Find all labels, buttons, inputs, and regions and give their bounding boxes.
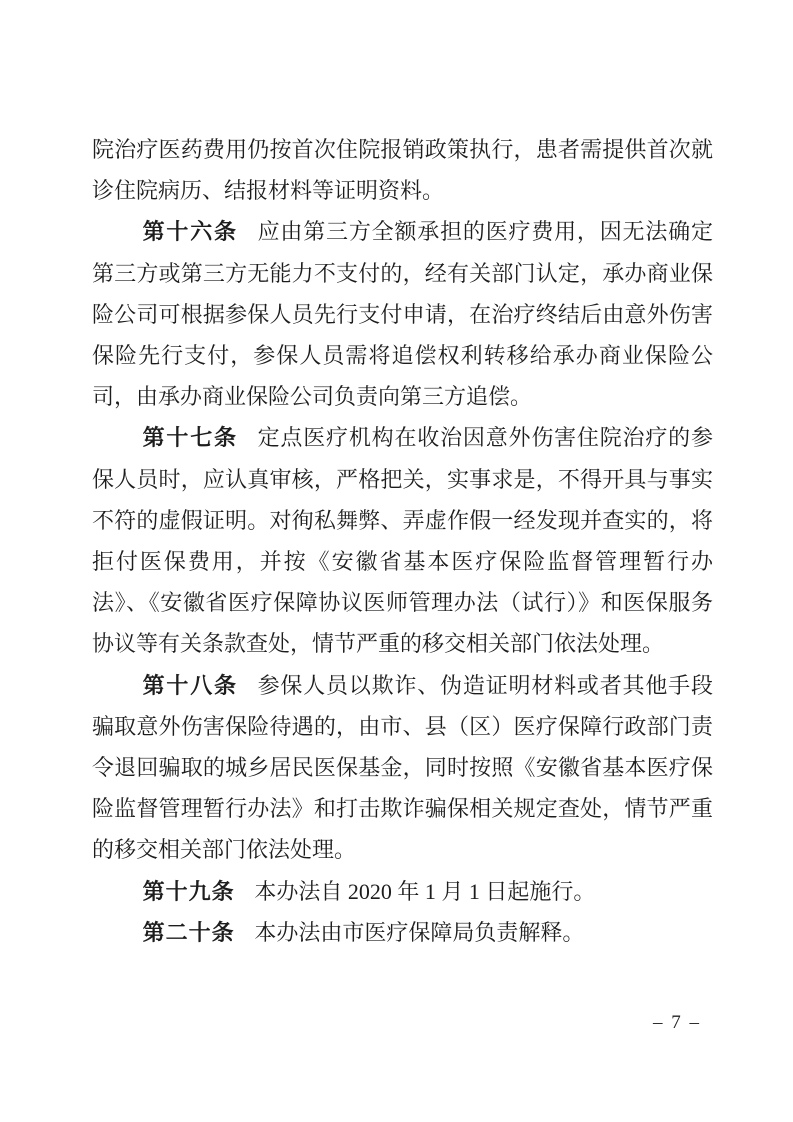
article-20-text: 本办法由市医疗保障局负责解释。: [254, 919, 585, 945]
article-18-text: 参保人员以欺诈、伪造证明材料或者其他手段骗取意外伤害保险待遇的，由市、县（区）医疗保障行政部门责令退回骗取的城乡居民医保基金，同时按照《安徽省基本医疗保险监督管理暂行办法》和打击欺诈骗保相关规定查处，情节严重的移交相关部门依法处理。: [92, 672, 713, 863]
paragraph-article-17: [92, 417, 713, 664]
paragraph-continuation: 院治疗医药费用仍按首次住院报销政策执行，患者需提供首次就诊住院病历、结报材料等证明资料。: [92, 137, 713, 204]
article-16-number: 第十六条: [142, 219, 238, 245]
paragraph-article-18: [92, 665, 713, 871]
paragraph-article-16: [92, 211, 713, 417]
article-19-number: 第十九条: [142, 878, 235, 904]
paragraph-article-19: [92, 871, 713, 912]
article-17-number: 第十七条: [142, 425, 238, 451]
article-17-text: 定点医疗机构在收治因意外伤害住院治疗的参保人员时，应认真审核，严格把关，实事求是，不得开具与事实不符的虚假证明。对徇私舞弊、弄虚作假一经发现并查实的，将拒付医保费用，并按《安徽省基本医疗保险监督管理暂行办法》、《安徽省医疗保障协议医师管理办法（试行）》和医保服务协议等有关条款查处，情节严重的移交相关部门依法处理。: [92, 425, 713, 657]
paragraph-article-20: [92, 912, 713, 953]
article-18-number: 第十八条: [142, 672, 238, 698]
page-number: – 7 –: [653, 1012, 701, 1033]
article-20-number: 第二十条: [142, 919, 235, 945]
article-19-text: 本办法自 2020 年 1 月 1 日起施行。: [254, 878, 596, 904]
article-16-text: 应由第三方全额承担的医疗费用，因无法确定第三方或第三方无能力不支付的，经有关部门认定，承办商业保险公司可根据参保人员先行支付申请，在治疗终结后由意外伤害保险先行支付，参保人员需将追偿权利转移给承办商业保险公司，由承办商业保险公司负责向第三方追偿。: [92, 219, 713, 410]
document-body: [92, 129, 713, 953]
